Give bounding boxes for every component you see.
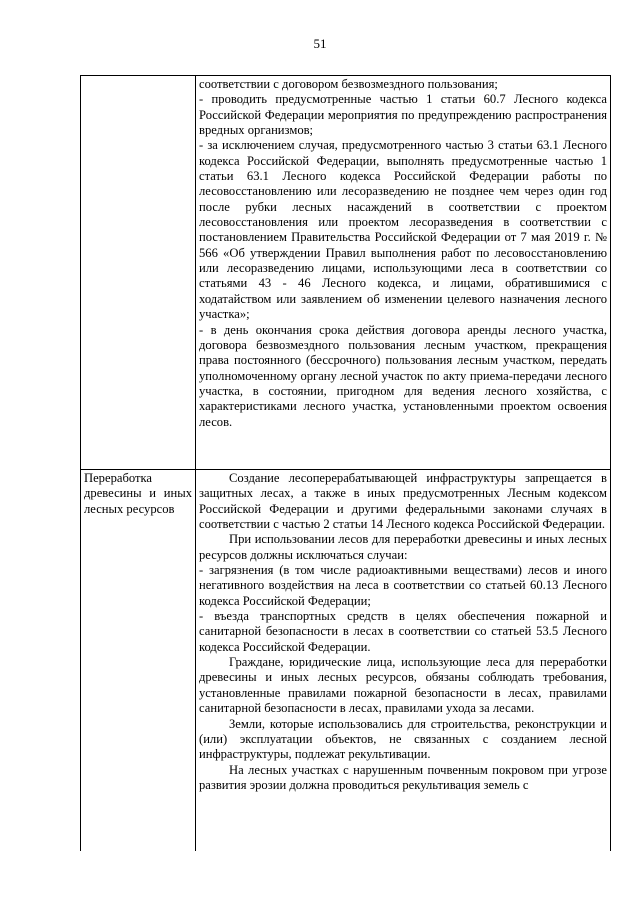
table-row: [81, 76, 611, 470]
row-content-cell: [196, 470, 611, 852]
paragraph: - загрязнения (в том числе радиоактивными веществами) лесов и иного негативного воздействия на леса в соответствии со статьей 60.13 Лесного кодекса Российской Федерации;: [199, 563, 607, 608]
paragraph: - въезда транспортных средств в целях обеспечения пожарной и санитарной безопасности в лесах в соответствии со статьей 53.5 Лесного кодекса Российской Федерации.: [199, 609, 607, 654]
row-content-cell: [196, 76, 611, 470]
paragraph: Земли, которые использовались для строительства, реконструкции и (или) эксплуатации объектов, не связанных с созданием лесной инфраструктуры, подлежат рекультивации.: [199, 716, 607, 762]
document-table: [80, 75, 611, 851]
table-row: [81, 470, 611, 852]
page-number: 51: [313, 36, 327, 51]
paragraph: Граждане, юридические лица, использующие леса для переработки древесины и иных лесных ресурсов, обязаны соблюдать требования, установленные правилами пожарной безопасности в лесах, правилами санитарной безопасности в лесах, правилами ухода за лесами.: [199, 655, 607, 716]
paragraph: Создание лесоперерабатывающей инфраструктуры запрещается в защитных лесах, а также в иных предусмотренных Лесным кодексом Российской Федерации и другими федеральными законами случаях в соответствии с частью 2 статьи 14 Лесного кодекса Российской Федерации.: [199, 471, 607, 532]
paragraph: При использовании лесов для переработки древесины и иных лесных ресурсов должны исключаться случаи:: [199, 532, 607, 562]
paragraph: - в день окончания срока действия договора аренды лесного участка, договора безвозмездного пользования лесным участком, прекращения права постоянного (бессрочного) пользования лесным участком, передать уполномоченному органу лесной участок по акту приема-передачи лесного участка, в состоянии, пригодном для ведения лесного хозяйства, с характеристиками лесного участка, установленными проектом освоения лесов.: [199, 322, 607, 429]
row-label: Переработка древесины и иных лесных ресурсов: [84, 471, 192, 516]
row-label-cell: [81, 76, 196, 470]
paragraph: - проводить предусмотренные частью 1 статьи 60.7 Лесного кодекса Российской Федерации мероприятия по предупреждению распространения вредных организмов;: [199, 92, 607, 138]
paragraph: соответствии с договором безвозмездного пользования;: [199, 77, 498, 91]
paragraph: - за исключением случая, предусмотренного частью 3 статьи 63.1 Лесного кодекса Российской Федерации, выполнять предусмотренные частью 1 статьи 63.1 Лесного кодекса Российской Федерации работы по лесовосстановлению или лесоразведению не позднее чем через один год после рубки лесных насаждений в соответствии с проектом лесовосстановления или проектом лесоразведения в соответствии с постановлением Правительства Российской Федерации от 7 мая 2019 г. № 566 «Об утверждении Правил выполнения работ по лесовосстановлению или лесоразведению лицами, использующими леса в соответствии со статьями 43 - 46 Лесного кодекса, и лицами, обратившимися с ходатайством или заявлением об изменении целевого назначения лесного участка»;: [199, 138, 607, 322]
row-label-cell: [81, 470, 196, 852]
paragraph: На лесных участках с нарушенным почвенным покровом при угрозе развития эрозии должна проводиться рекультивация земель с: [199, 762, 607, 792]
